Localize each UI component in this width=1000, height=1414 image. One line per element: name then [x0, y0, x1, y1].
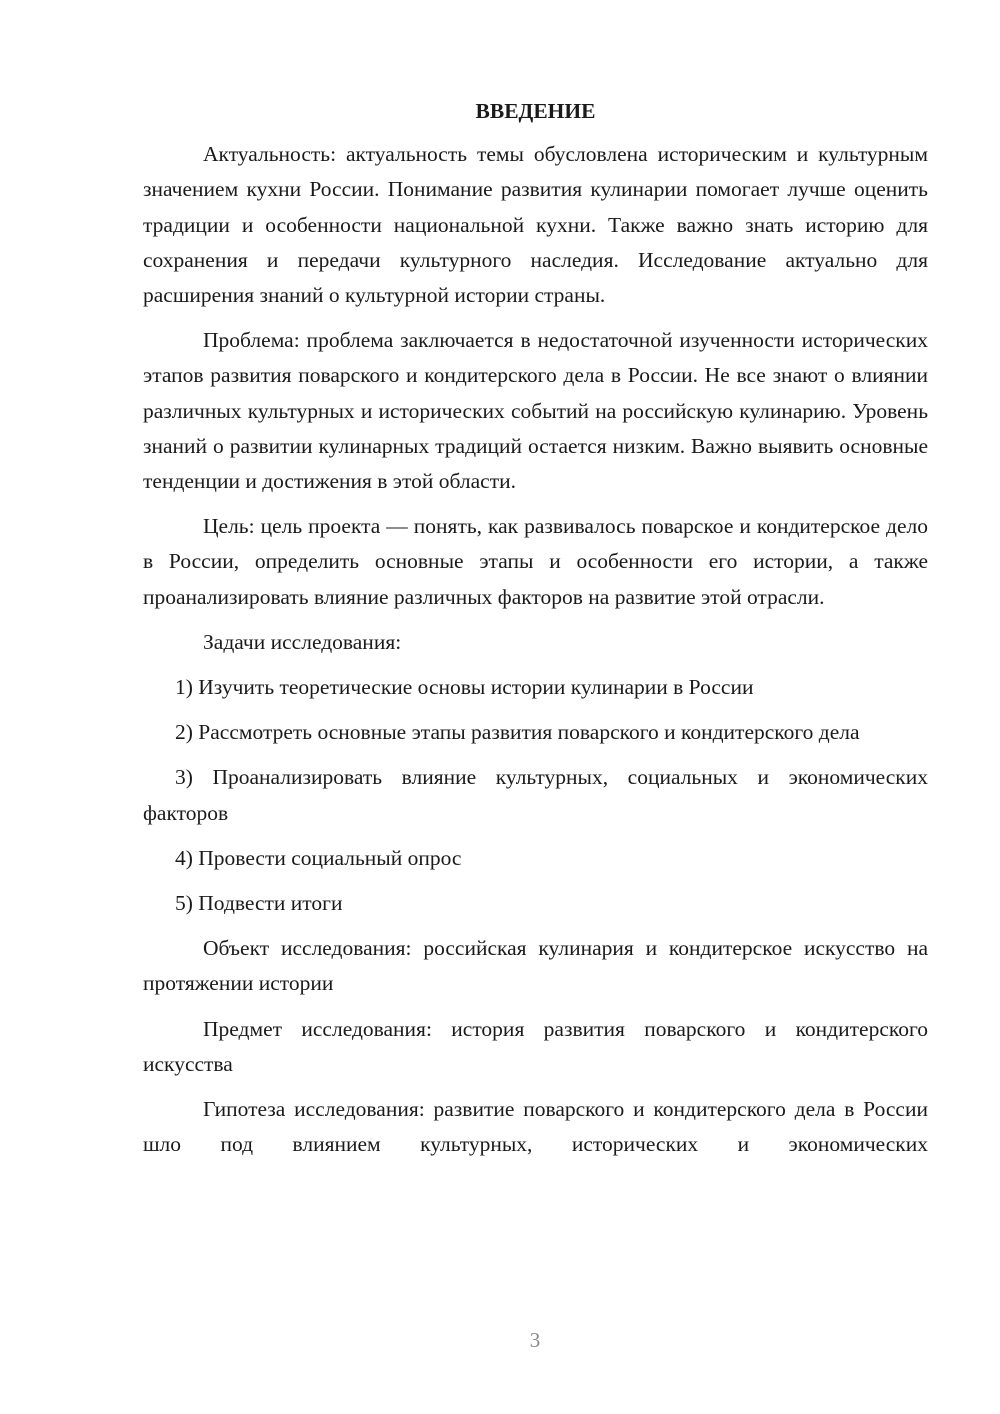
- subject-paragraph: Предмет исследования: история развития поварского и кондитерского искусства: [143, 1016, 928, 1076]
- task-item: 5) Подвести итоги: [175, 891, 343, 916]
- problem-paragraph: Проблема: проблема заключается в недостаточной изученности исторических этапов развития поварского и кондитерского дела в России. Не все знают о влиянии различных культурных и исторических событий на российскую кулинарию. Уровень знаний о развитии кулинарных традиций остается низким. Важно выявить основные тенденции и достижения в этой области.: [143, 328, 928, 494]
- task-item: 4) Провести социальный опрос: [175, 845, 462, 870]
- task-item: 3) Проанализировать влияние культурных, социальных и экономических факторов: [143, 765, 928, 825]
- relevance-paragraph: Актуальность: актуальность темы обусловлена историческим и культурным значением кухни России. Понимание развития кулинарии помогает лучше оценить традиции и особенности национальной кухни. Также важно знать историю для сохранения и передачи культурного наследия. Исследование актуально для расширения знаний о культурной истории страны.: [143, 142, 928, 308]
- task-item: 2) Рассмотреть основные этапы развития поварского и кондитерского дела: [175, 720, 860, 745]
- page-title: ВВЕДЕНИЕ: [475, 99, 596, 123]
- goal-paragraph: Цель: цель проекта — понять, как развивалось поварское и кондитерское дело в России, определить основные этапы и особенности его истории, а также проанализировать влияние различных факторов на развитие этой отрасли.: [143, 514, 928, 609]
- document-page: [143, 94, 928, 1172]
- page-number: 3: [529, 1328, 541, 1352]
- task-item: 1) Изучить теоретические основы истории кулинарии в России: [175, 675, 754, 700]
- tasks-title: Задачи исследования:: [203, 629, 402, 654]
- hypothesis-paragraph: Гипотеза исследования: развитие поварского и кондитерского дела в России шло под влиянием культурных, исторических и экономических: [143, 1097, 928, 1157]
- object-paragraph: Объект исследования: российская кулинария и кондитерское искусство на протяжении истории: [143, 936, 928, 996]
